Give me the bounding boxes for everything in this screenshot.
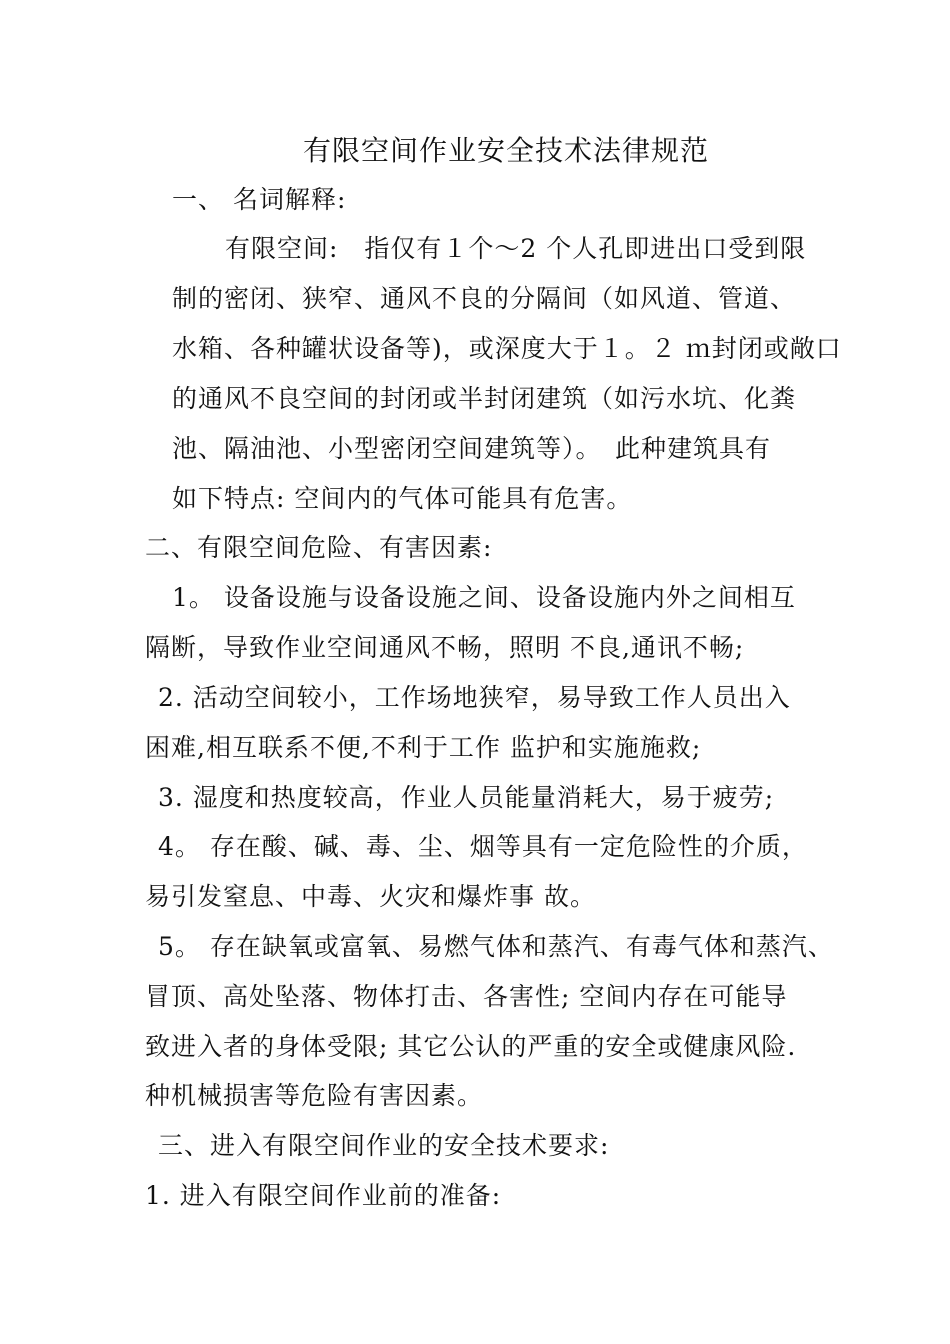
list-item-line: 致进入者的身体受限; 其它公认的严重的安全或健康风险.	[145, 1032, 797, 1061]
section-heading: 三、进入有限空间作业的安全技术要求:	[158, 1131, 610, 1160]
paragraph-line: 池、隔油池、小型密闭空间建筑等）。 此种建筑具有	[172, 434, 772, 463]
list-item-line: 易引发窒息、中毒、火灾和爆炸事 故。	[145, 882, 596, 911]
paragraph-line: 制的密闭、狭窄、通风不良的分隔间（如风道、管道、	[172, 284, 797, 313]
list-item-line: 冒顶、高处坠落、物体打击、各害性; 空间内存在可能导	[145, 982, 788, 1011]
section-heading: 二、有限空间危险、有害因素:	[145, 533, 493, 562]
paragraph-line: 如下特点: 空间内的气体可能具有危害。	[172, 484, 633, 513]
list-item-line: 3. 湿度和热度较高，作业人员能量消耗大，易于疲劳;	[158, 783, 775, 812]
list-item-line: 1。 设备设施与设备设施之间、设备设施内外之间相互	[172, 583, 796, 612]
paragraph-line: 有限空间: 指仅有１个～2 个人孔即进出口受到限	[225, 234, 807, 263]
subsection-heading: 1. 进入有限空间作业前的准备:	[145, 1181, 502, 1210]
list-item-line: 5。 存在缺氧或富氧、易燃气体和蒸汽、有毒气体和蒸汽、	[158, 932, 834, 961]
list-item-line: 隔断，导致作业空间通风不畅，照明 不良,通讯不畅;	[145, 633, 745, 662]
list-item-line: 4。 存在酸、碱、毒、尘、烟等具有一定危险性的介质，	[158, 832, 808, 861]
paragraph-line: 水箱、各种罐状设备等)，或深度大于１。２ ｍ封闭或敞口	[172, 334, 842, 363]
section-heading: 一、 名词解释:	[172, 185, 347, 214]
paragraph-line: 的通风不良空间的封闭或半封闭建筑（如污水坑、化粪	[172, 384, 797, 413]
document-title: 有限空间作业安全技术法律规范	[303, 134, 710, 167]
list-item-line: 种机械损害等危险有害因素。	[145, 1081, 484, 1110]
list-item-line: 2. 活动空间较小，工作场地狭窄，易导致工作人员出入	[158, 683, 791, 712]
list-item-line: 困难,相互联系不便,不利于工作 监护和实施施救;	[145, 733, 702, 762]
